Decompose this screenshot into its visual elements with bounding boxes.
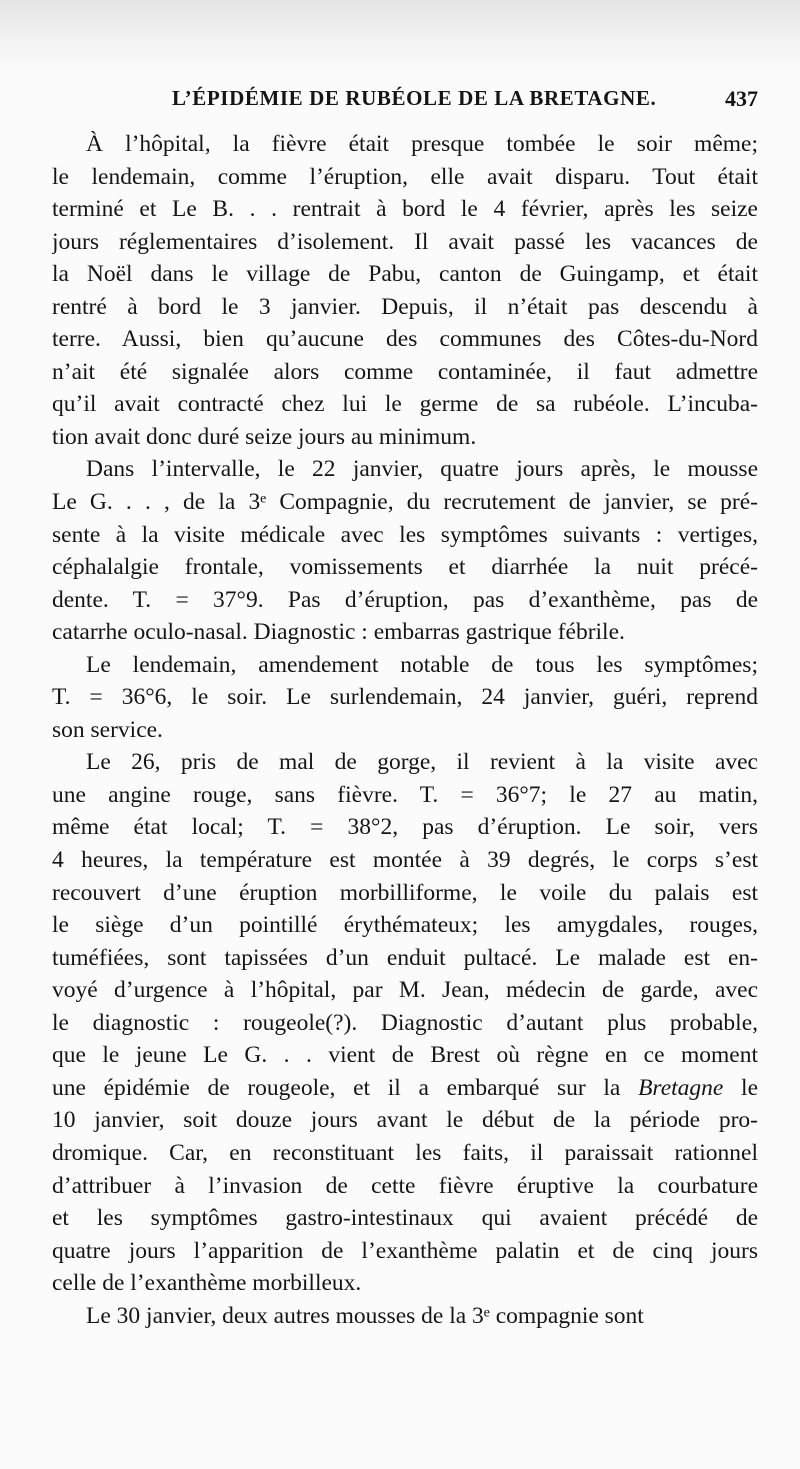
text-line: tion avait donc duré seize jours au minimum. bbox=[52, 423, 477, 450]
body-text bbox=[52, 128, 758, 1332]
text-line: recouvert d’une éruption morbilliforme, le voile du palais est bbox=[52, 879, 758, 906]
text-line: jours réglementaires d’isolement. Il avait passé les vacances de bbox=[52, 228, 758, 255]
text-line: une angine rouge, sans fièvre. T. = 36°7; le 27 au matin, bbox=[52, 781, 758, 808]
text-line: celle de l’exanthème morbilleux. bbox=[52, 1270, 362, 1297]
text-line: le lendemain, comme l’éruption, elle avait disparu. Tout était bbox=[52, 163, 758, 190]
text-line: Dans l’intervalle, le 22 janvier, quatre jours après, le mousse bbox=[86, 456, 758, 483]
text-line: dromique. Car, en reconstituant les faits, il paraissait rationnel bbox=[52, 1139, 758, 1166]
paragraph bbox=[52, 649, 758, 747]
text-line: tuméfiées, sont tapissées d’un enduit pultacé. Le malade est en- bbox=[52, 944, 758, 971]
text-line: Le 30 janvier, deux autres mousses de la 3ᵉ compagnie sont bbox=[86, 1302, 644, 1329]
text-line: le siège d’un pointillé érythémateux; les amygdales, rouges, bbox=[52, 912, 758, 939]
text-line: 4 heures, la température est montée à 39 degrés, le corps s’est bbox=[52, 847, 758, 874]
text-line: Le 26, pris de mal de gorge, il revient à la visite avec bbox=[86, 749, 758, 776]
text-line: quatre jours l’apparition de l’exanthème palatin et de cinq jours bbox=[52, 1237, 758, 1264]
text-line: n’ait été signalée alors comme contaminée, il faut admettre bbox=[52, 358, 758, 385]
text-line: le diagnostic : rougeole(?). Diagnostic d’autant plus probable, bbox=[52, 1009, 758, 1036]
text-line: la Noël dans le village de Pabu, canton de Guingamp, et était bbox=[52, 261, 758, 288]
text-line: Le lendemain, amendement notable de tous les symptômes; bbox=[86, 651, 758, 678]
paragraph bbox=[52, 1300, 758, 1333]
text-line: voyé d’urgence à l’hôpital, par M. Jean, médecin de garde, avec bbox=[52, 977, 758, 1004]
text-line: Le G. . . , de la 3ᵉ Compagnie, du recrutement de janvier, se pré- bbox=[52, 489, 758, 516]
page-top-edge bbox=[0, 0, 800, 70]
text-line: d’attribuer à l’invasion de cette fièvre éruptive la courbature bbox=[52, 1172, 758, 1199]
text-line: terre. Aussi, bien qu’aucune des communes des Côtes-du-Nord bbox=[52, 326, 758, 353]
text-line: son service. bbox=[52, 716, 163, 743]
text-line: T. = 36°6, le soir. Le surlendemain, 24 janvier, guéri, reprend bbox=[52, 684, 758, 711]
running-title: L’ÉPIDÉMIE DE RUBÉOLE DE LA BRETAGNE. bbox=[172, 86, 657, 110]
text-line: terminé et Le B. . . rentrait à bord le 4 février, après les seize bbox=[52, 196, 758, 223]
text-line: même état local; T. = 38°2, pas d’éruption. Le soir, vers bbox=[52, 814, 758, 841]
page-number: 437 bbox=[725, 86, 758, 111]
running-head bbox=[52, 86, 758, 116]
text-line: catarrhe oculo-nasal. Diagnostic : embarras gastrique fébrile. bbox=[52, 619, 625, 646]
text-line: rentré à bord le 3 janvier. Depuis, il n’était pas descendu à bbox=[52, 293, 758, 320]
text-line: une épidémie de rougeole, et il a embarqué sur la Bretagne le bbox=[52, 1074, 758, 1101]
paragraph bbox=[52, 128, 758, 453]
text-line: À l’hôpital, la fièvre était presque tombée le soir même; bbox=[86, 131, 758, 157]
text-line: dente. T. = 37°9. Pas d’éruption, pas d’exanthème, pas de bbox=[52, 586, 758, 613]
text-line: et les symptômes gastro-intestinaux qui avaient précédé de bbox=[52, 1205, 758, 1232]
text-line: céphalalgie frontale, vomissements et diarrhée la nuit précé- bbox=[52, 554, 758, 581]
paragraph bbox=[52, 453, 758, 648]
text-line: que le jeune Le G. . . vient de Brest où règne en ce moment bbox=[52, 1042, 758, 1069]
text-line: 10 janvier, soit douze jours avant le début de la période pro- bbox=[52, 1107, 758, 1134]
paragraph bbox=[52, 746, 758, 1299]
text-line: qu’il avait contracté chez lui le germe de sa rubéole. L’incuba- bbox=[52, 391, 758, 418]
text-line: sente à la visite médicale avec les symptômes suivants : vertiges, bbox=[52, 521, 758, 548]
